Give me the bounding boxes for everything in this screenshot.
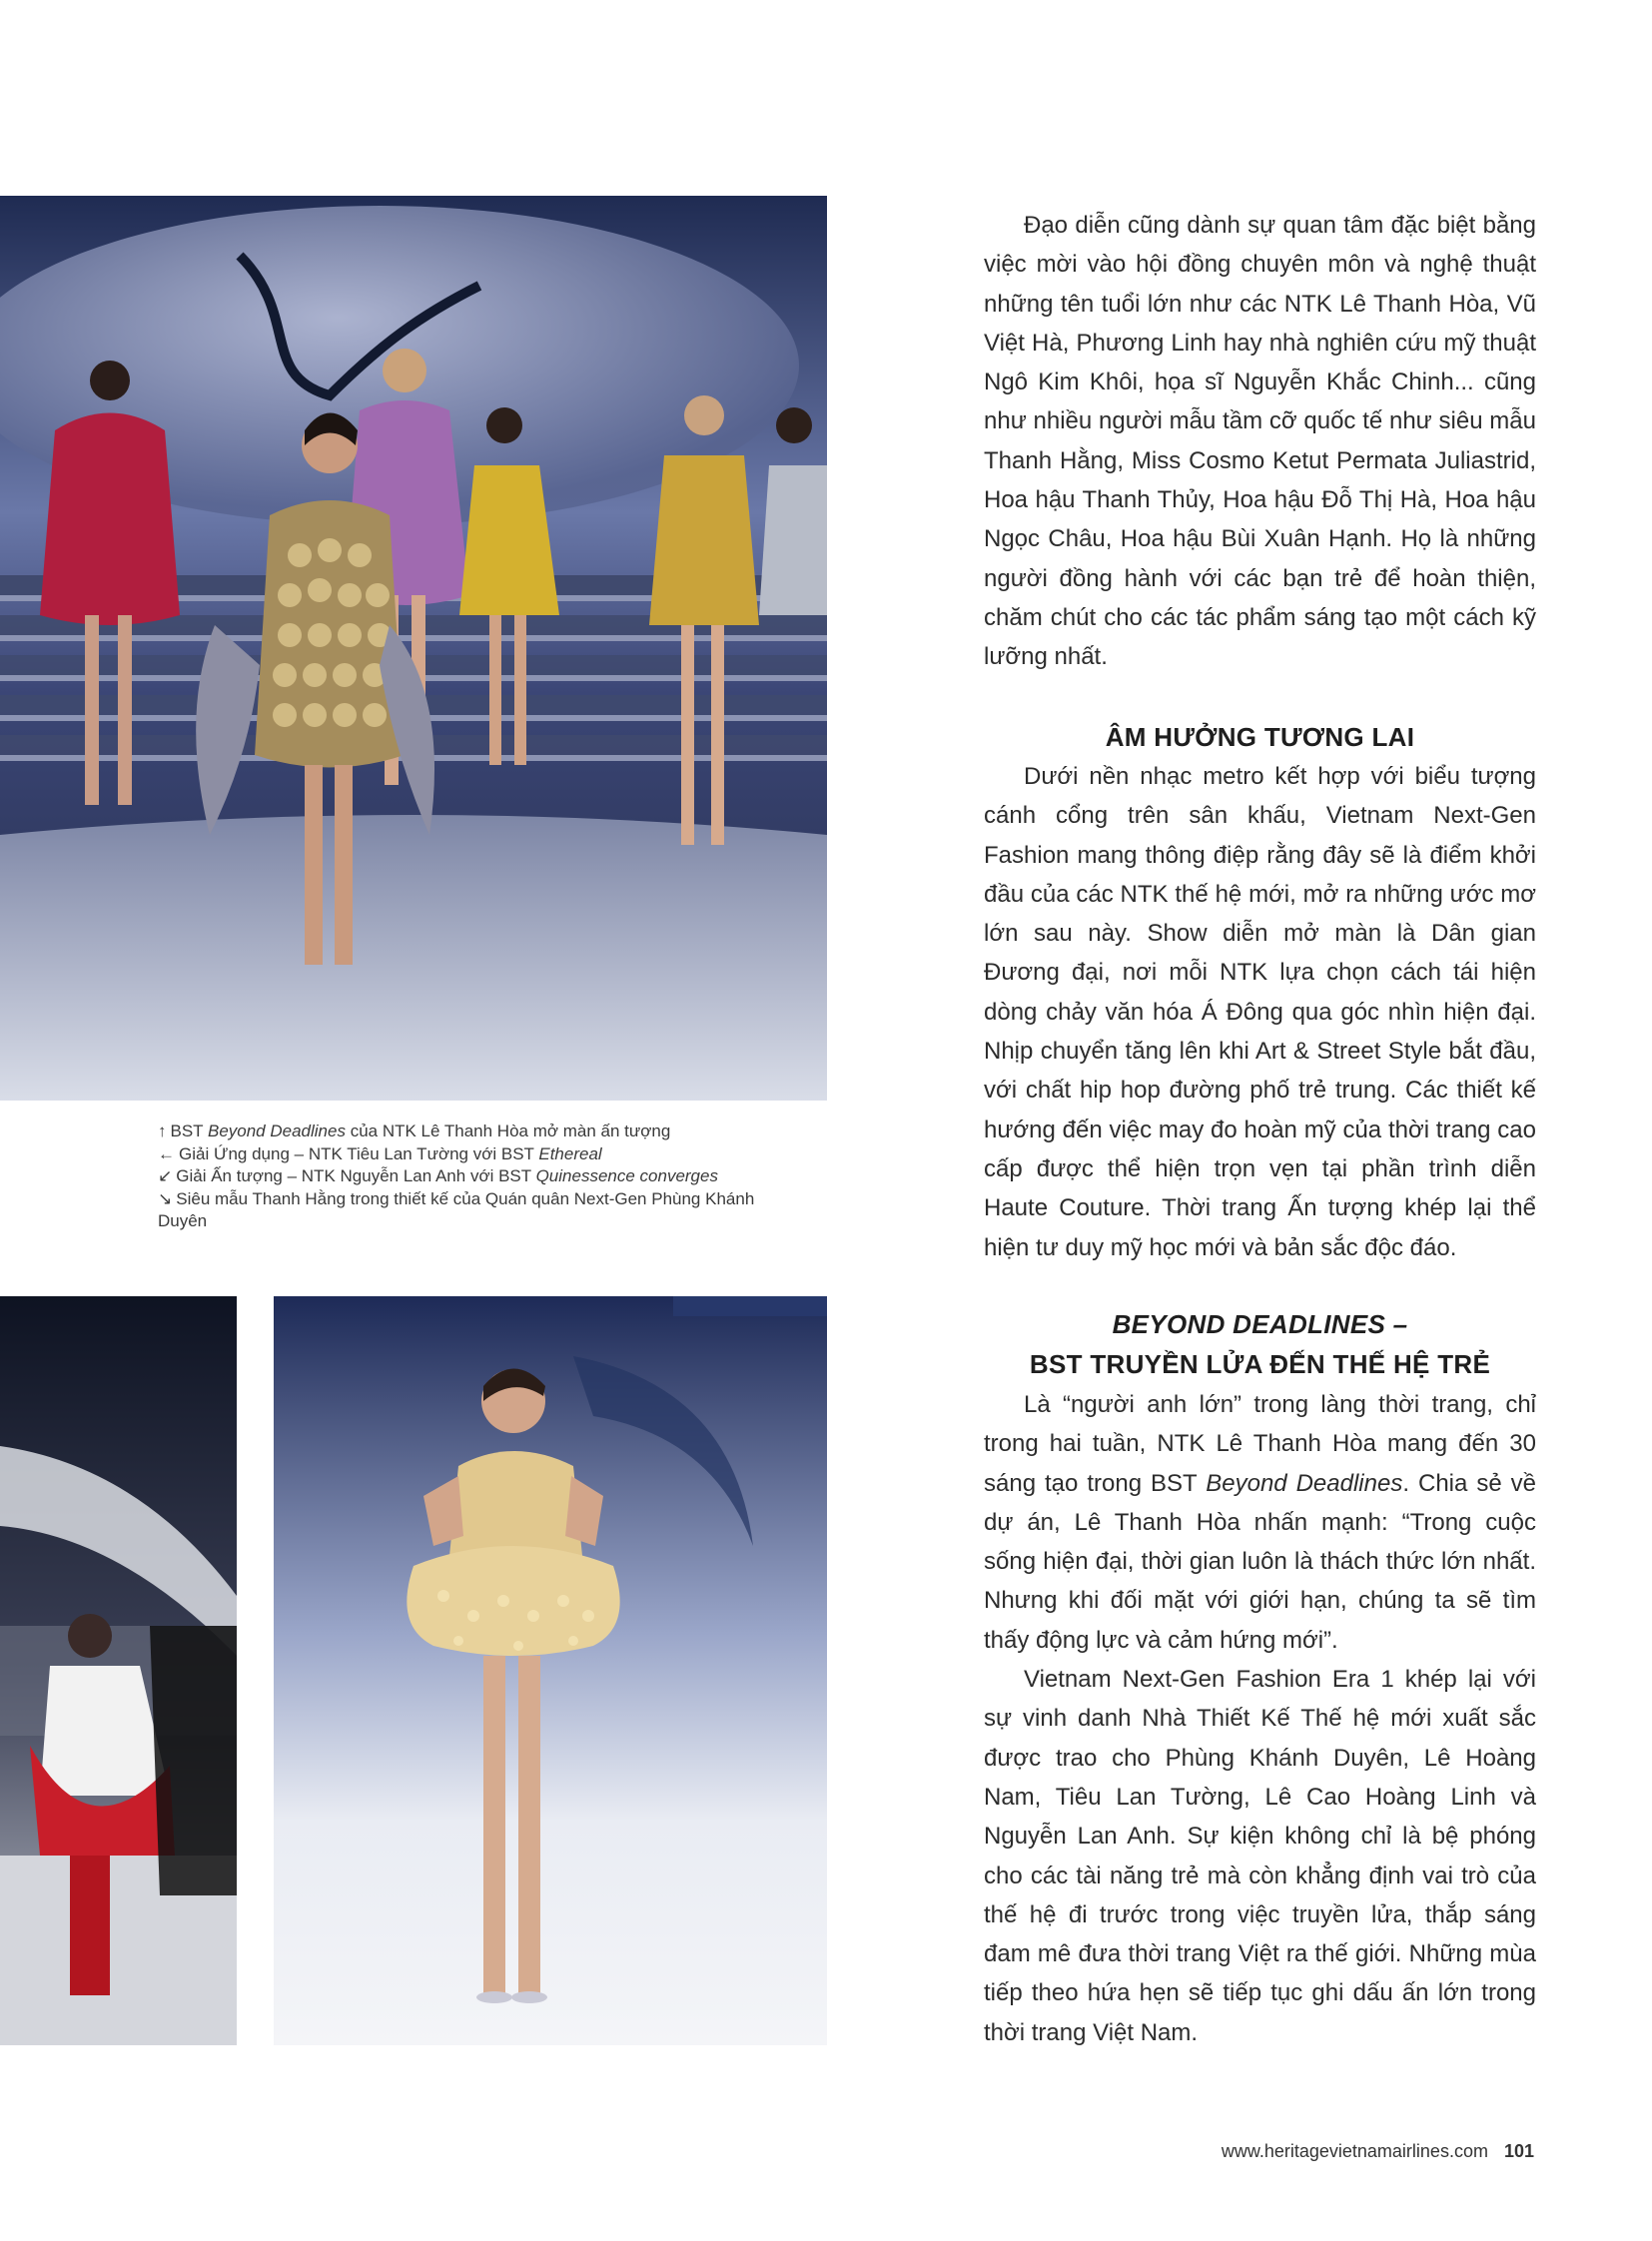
caption-line-3: ↙ Giải Ấn tượng – NTK Nguyễn Lan Anh với BST Quinessence converges bbox=[158, 1166, 718, 1185]
section-heading-am-huong: ÂM HƯỞNG TƯƠNG LAI bbox=[1105, 722, 1415, 752]
arrow-left-icon: ← bbox=[158, 1143, 175, 1163]
intro-paragraph: Đạo diễn cũng dành sự quan tâm đặc biệt bằng việc mời vào hội đồng chuyên môn và nghệ thuật những tên tuổi lớn như các NTK Lê Thanh Hòa, Vũ Việt Hà, Phương Linh hay nhà nghiên cứu mỹ thuật Ngô Kim Khôi, họa sĩ Nguyễn Khắc Chinh... cũng như nhiều người mẫu tầm cỡ quốc tế như siêu mẫu Thanh Hằng, Miss Cosmo Ketut Permata Juliastrid, Hoa hậu Thanh Thủy, Hoa hậu Đỗ Thị Hà, Hoa hậu Ngọc Châu, Hoa hậu Bùi Xuân Hạnh. Họ là những người đồng hành với các bạn trẻ để hoàn thiện, chăm chút cho các tác phẩm sáng tạo một cách kỹ lưỡng nhất. bbox=[984, 212, 1536, 671]
section1-paragraph: Dưới nền nhạc metro kết hợp với biểu tượng cánh cổng trên sân khấu, Vietnam Next-Gen Fashion mang thông điệp rằng đây sẽ là điểm khởi đầu của các NTK thế hệ mới, mở ra những ước mơ lớn sau này. Show diễn mở màn là Dân gian Đương đại, nơi mỗi NTK lựa chọn cách tái hiện dòng chảy văn hóa Á Đông qua góc nhìn hiện đại. Nhịp chuyển tăng lên khi Art & Street Style bắt đầu, với chất hip hop đường phố trẻ trung. Các thiết kế hướng đến việc may đo hoàn mỹ của thời trang cao cấp được thể hiện trọn vẹn tại phần trình diễn Haute Couture. Thời trang Ấn tượng khép lại thể hiện tư duy mỹ học mới và bản sắc độc đáo. bbox=[984, 763, 1536, 1261]
caption-line-4: ↘ Siêu mẫu Thanh Hằng trong thiết kế của Quán quân Next-Gen Phùng Khánh Duyên bbox=[158, 1188, 755, 1230]
page-footer bbox=[1222, 2141, 1534, 2162]
caption-line-1: ↑ BST Beyond Deadlines của NTK Lê Thanh Hòa mở màn ấn tượng bbox=[158, 1121, 671, 1140]
section2-paragraph-1: Là “người anh lớn” trong làng thời trang, chỉ trong hai tuần, NTK Lê Thanh Hòa mang đến 30 sáng tạo trong BST Beyond Deadlines. Chia sẻ về dự án, Lê Thanh Hòa nhấn mạnh: “Trong cuộc sống hiện đại, thời gian luôn là thách thức lớn nhất. Nhưng khi đối mặt với giới hạn, chúng ta sẽ tìm thấy động lực và cảm hứng mới”. bbox=[984, 1391, 1536, 1654]
arrow-up-icon: ↑ bbox=[158, 1121, 167, 1140]
photo-caption bbox=[158, 1120, 797, 1233]
arrow-down-right-icon: ↘ bbox=[158, 1188, 173, 1208]
photo-runway-gold-dress bbox=[274, 1296, 827, 2045]
photo-runway-gold-dress-illustration bbox=[274, 1296, 827, 2045]
caption-line-2: ← Giải Ứng dụng – NTK Tiêu Lan Tường với BST Ethereal bbox=[158, 1143, 602, 1163]
section2-paragraph-2: Vietnam Next-Gen Fashion Era 1 khép lại với sự vinh danh Nhà Thiết Kế Thế hệ mới xuất sắc được trao cho Phùng Khánh Duyên, Lê Hoàng Nam, Tiêu Lan Tường, Lê Cao Hoàng Linh và Nguyễn Lan Anh. Sự kiện không chỉ là bệ phóng cho các tài năng trẻ mà còn khẳng định vai trò của thế hệ đi trước trong việc truyền lửa, thắp sáng đam mê đưa thời trang Việt ra thế giới. Những mùa tiếp theo hứa hẹn sẽ tiếp tục ghi dấu ấn lớn trong thời trang Việt Nam. bbox=[984, 1666, 1536, 2046]
heading-line-2: BST TRUYỀN LỬA ĐẾN THẾ HỆ TRẺ bbox=[1029, 1349, 1491, 1379]
photo-runway-main-illustration bbox=[0, 196, 827, 1101]
photo-runway-red-look bbox=[0, 1296, 237, 2045]
photo-runway-main bbox=[0, 196, 827, 1101]
page-number: 101 bbox=[1503, 2141, 1534, 2161]
arrow-down-left-icon: ↙ bbox=[158, 1166, 173, 1185]
article-intro bbox=[984, 206, 1536, 677]
section1-body bbox=[984, 757, 1536, 1267]
section-heading-beyond-deadlines bbox=[984, 1304, 1536, 1384]
heading-line-1: BEYOND DEADLINES – bbox=[1112, 1309, 1408, 1339]
footer-url[interactable]: www.heritagevietnamairlines.com bbox=[1221, 2141, 1488, 2161]
photo-runway-red-look-illustration bbox=[0, 1296, 237, 2045]
section2-body bbox=[984, 1385, 1536, 2052]
